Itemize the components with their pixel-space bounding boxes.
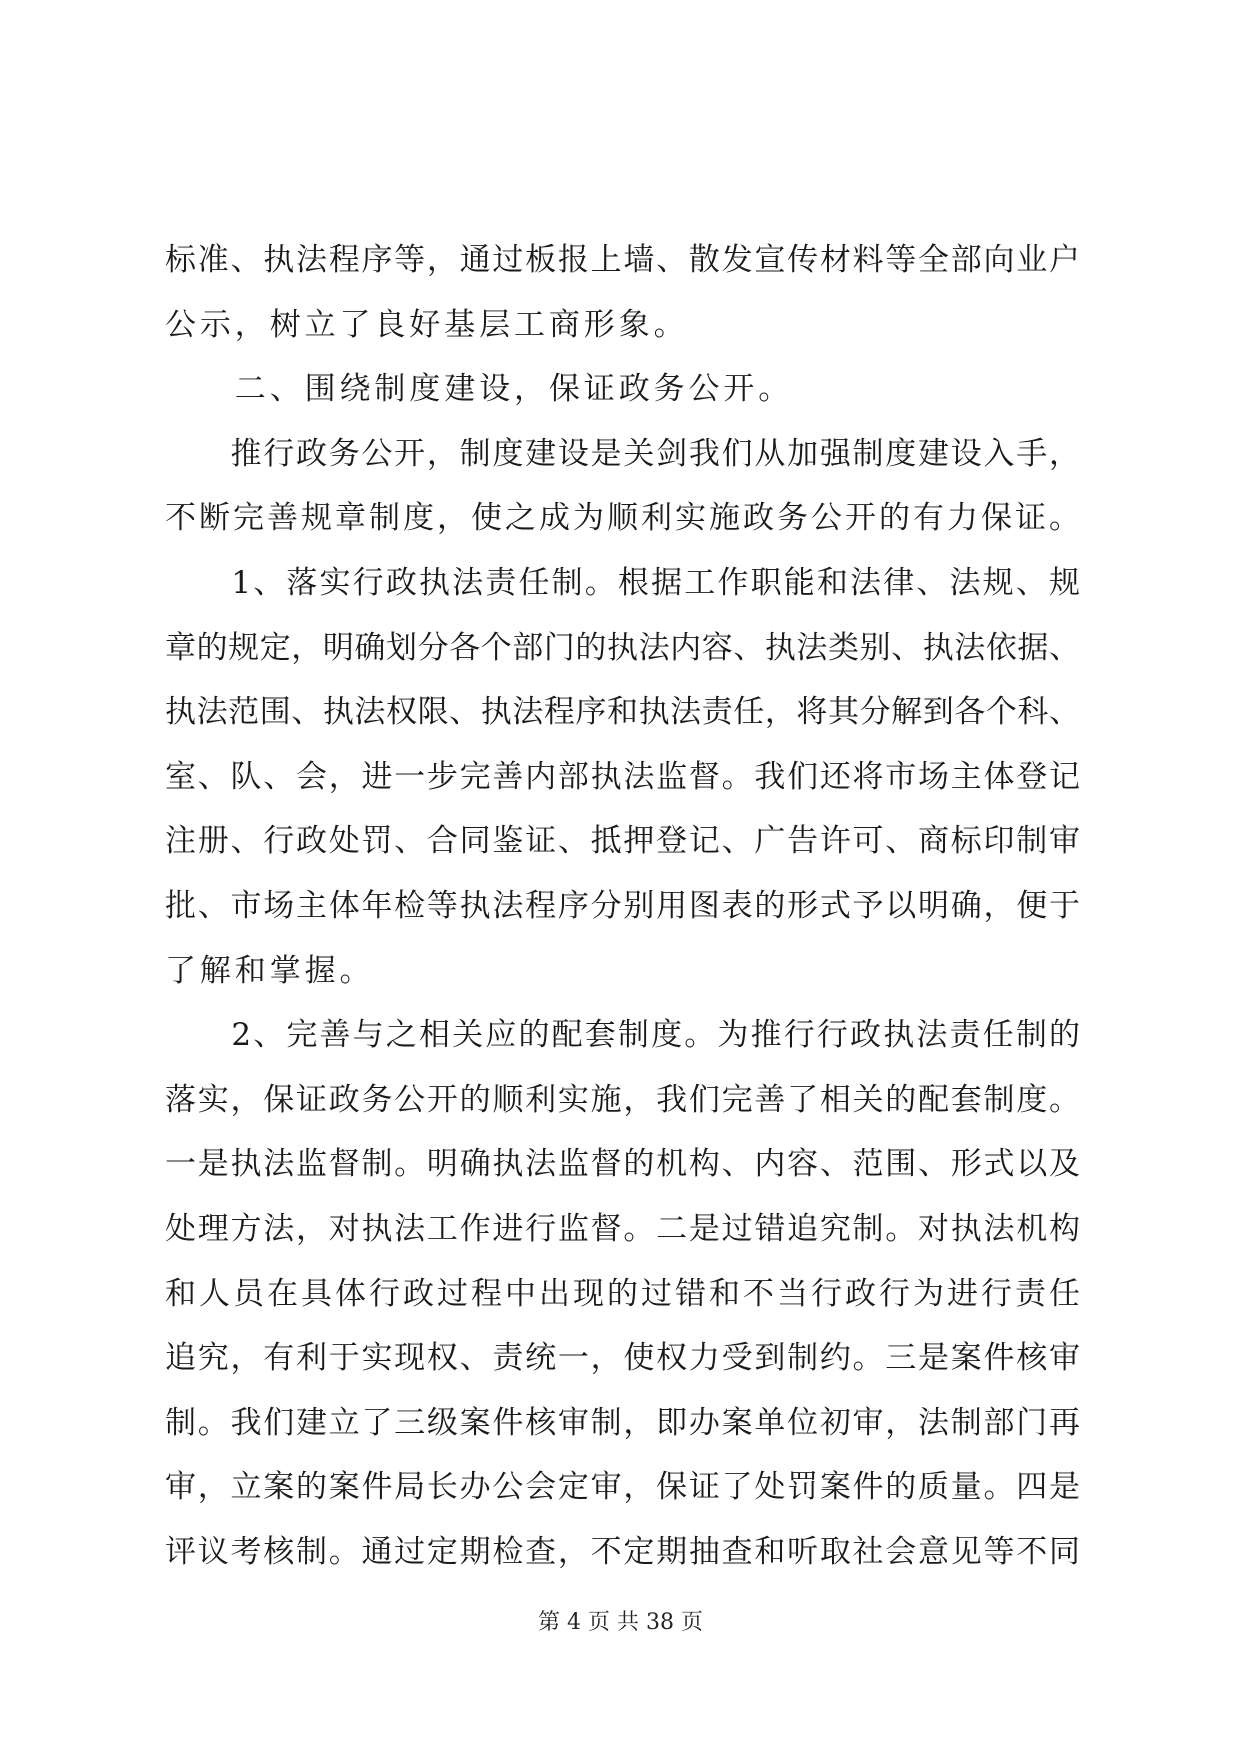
text-line: 标准、执法程序等，通过板报上墙、散发宣传材料等全部向业户 — [165, 242, 1080, 278]
text-line: 落实，保证政务公开的顺利实施，我们完善了相关的配套制度。 — [165, 1081, 1080, 1118]
text-line: 室、队、会，进一步完善内部执法监督。我们还将市场主体登记 — [165, 758, 1080, 795]
text-line: 推行政务公开，制度建设是关剑我们从加强制度建设入手， — [165, 435, 1080, 472]
text-line: 执法范围、执法权限、执法程序和执法责任，将其分解到各个科、 — [165, 694, 1080, 731]
text-line: 公示，树立了良好基层工商形象。 — [165, 306, 689, 343]
text-line: 和人员在具体行政过程中出现的过错和不当行政行为进行责任 — [165, 1275, 1080, 1312]
text-line: 了解和掌握。 — [165, 952, 375, 989]
text-line: 评议考核制。通过定期检查，不定期抽查和听取社会意见等不同 — [165, 1533, 1080, 1570]
text-line: 1、落实行政执法责任制。根据工作职能和法律、法规、规 — [165, 564, 1080, 601]
text-line: 不断完善规章制度，使之成为顺利实施政务公开的有力保证。 — [165, 500, 1080, 537]
body-text — [165, 228, 1080, 1584]
text-line: 二、围绕制度建设，保证政务公开。 — [165, 371, 794, 408]
text-line: 章的规定，明确划分各个部门的执法内容、执法类别、执法依据、 — [165, 629, 1080, 666]
page-footer: 第 4 页 共 38 页 — [538, 1610, 703, 1635]
text-line: 注册、行政处罚、合同鉴证、抵押登记、广告许可、商标印制审 — [165, 823, 1080, 860]
text-line: 处理方法，对执法工作进行监督。二是过错追究制。对执法机构 — [165, 1210, 1080, 1247]
text-line: 制。我们建立了三级案件核审制，即办案单位初审，法制部门再 — [165, 1404, 1080, 1441]
text-line: 批、市场主体年检等执法程序分别用图表的形式予以明确，便于 — [165, 887, 1080, 924]
text-line: 追究，有利于实现权、责统一，使权力受到制约。三是案件核审 — [165, 1340, 1080, 1377]
text-line: 审，立案的案件局长办公会定审，保证了处罚案件的质量。四是 — [165, 1469, 1080, 1506]
text-line: 2、完善与之相关应的配套制度。为推行行政执法责任制的 — [165, 1017, 1080, 1054]
text-line: 一是执法监督制。明确执法监督的机构、内容、范围、形式以及 — [165, 1146, 1080, 1183]
